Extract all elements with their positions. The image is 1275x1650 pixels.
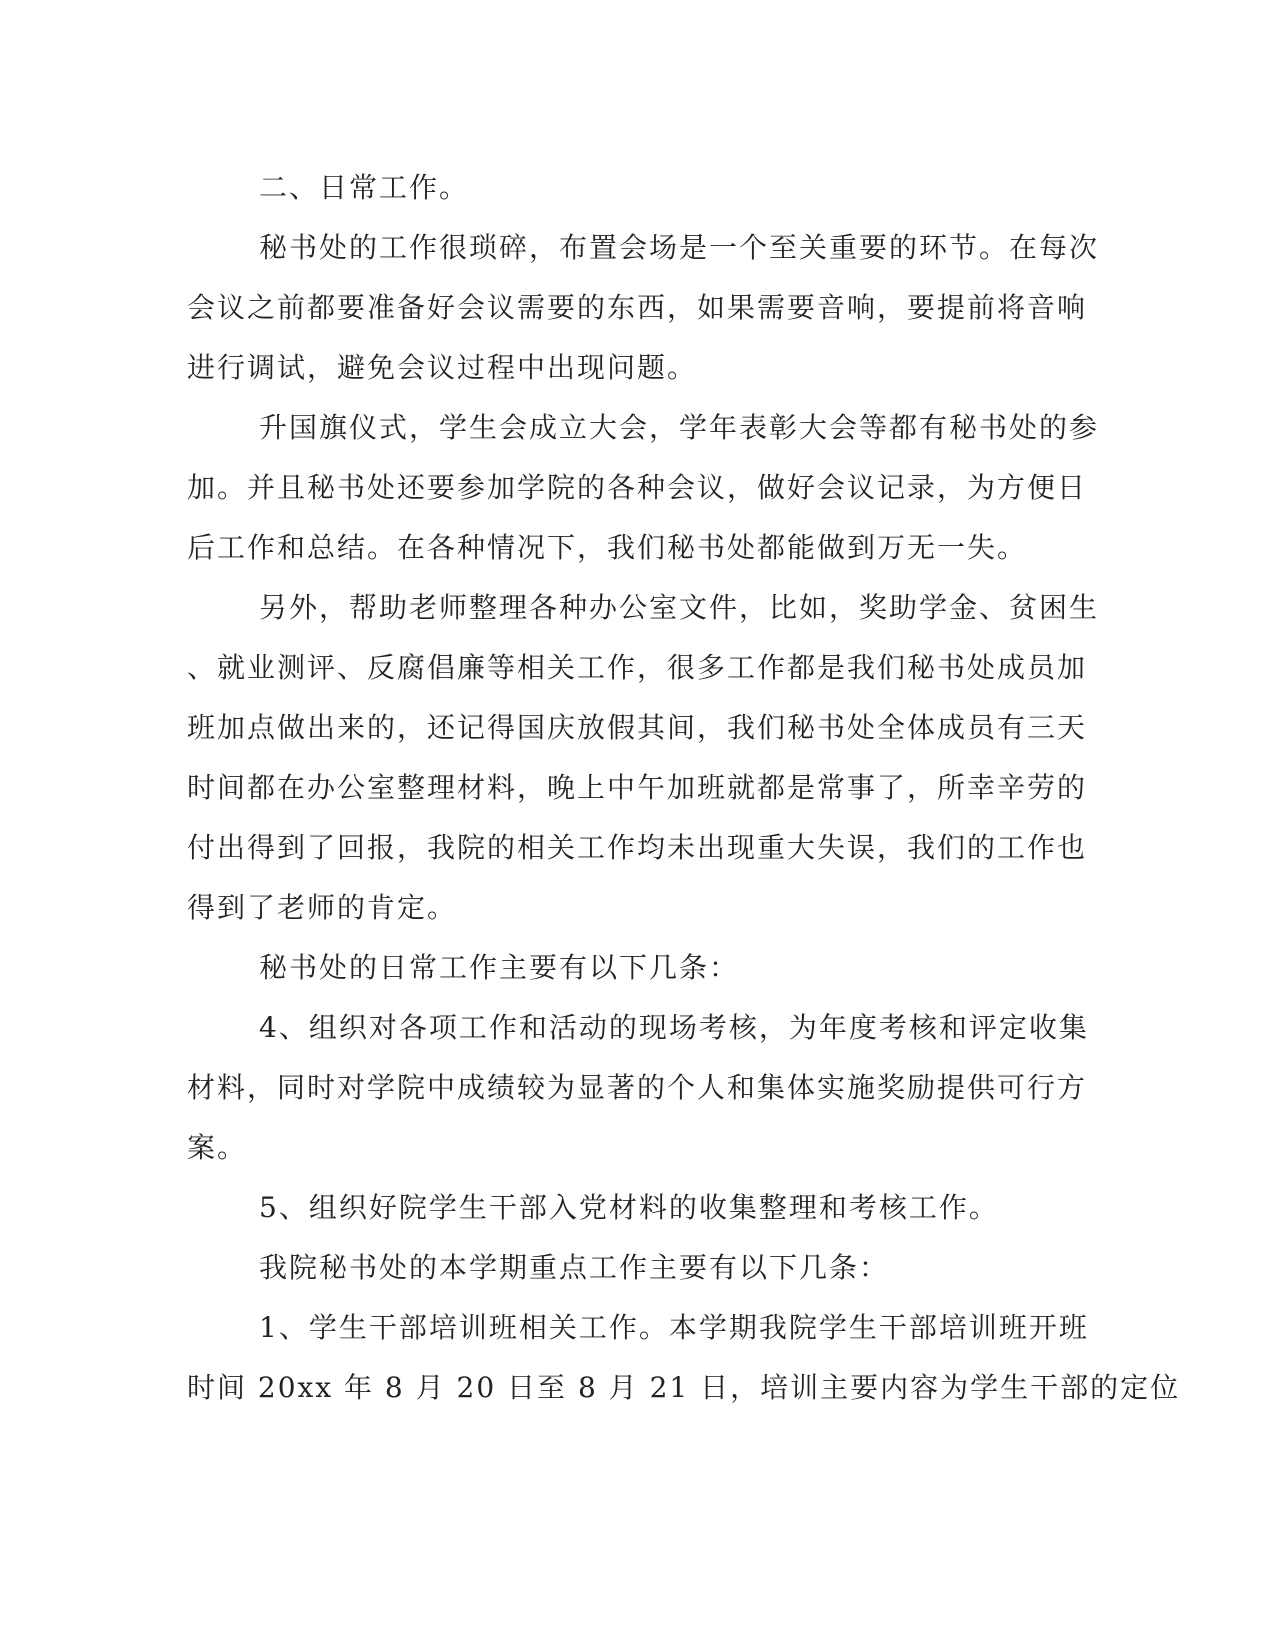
paragraph-line: 、就业测评、反腐倡廉等相关工作，很多工作都是我们秘书处成员加 [187, 651, 1088, 684]
document-body [187, 158, 1181, 1418]
paragraph-line: 后工作和总结。在各种情况下，我们秘书处都能做到万无一失。 [187, 531, 1028, 564]
paragraph-line: 另外，帮助老师整理各种办公室文件，比如，奖助学金、贫困生 [259, 591, 1100, 624]
paragraph-line: 加。并且秘书处还要参加学院的各种会议，做好会议记录，为方便日 [187, 471, 1088, 504]
paragraph-line: 进行调试，避免会议过程中出现问题。 [187, 351, 698, 384]
paragraph-line: 会议之前都要准备好会议需要的东西，如果需要音响，要提前将音响 [187, 291, 1088, 324]
list-item-line: 时间 20xx 年 8 月 20 日至 8 月 21 日，培训主要内容为学生干部的定位 [187, 1371, 1181, 1404]
paragraph-line: 付出得到了回报，我院的相关工作均未出现重大失误，我们的工作也 [187, 831, 1088, 864]
paragraph-line: 得到了老师的肯定。 [187, 891, 458, 924]
list-item-line: 4、组织对各项工作和活动的现场考核，为年度考核和评定收集 [259, 1011, 1089, 1044]
section-heading: 二、日常工作。 [259, 171, 470, 204]
paragraph-line: 升国旗仪式，学生会成立大会，学年表彰大会等都有秘书处的参 [259, 411, 1100, 444]
paragraph-line: 时间都在办公室整理材料，晚上中午加班就都是常事了，所幸辛劳的 [187, 771, 1088, 804]
paragraph-line: 秘书处的工作很琐碎，布置会场是一个至关重要的环节。在每次 [259, 231, 1100, 264]
list-item-line: 5、组织好院学生干部入党材料的收集整理和考核工作。 [259, 1191, 999, 1224]
list-item-line: 材料，同时对学院中成绩较为显著的个人和集体实施奖励提供可行方 [187, 1071, 1088, 1104]
list-item-line: 1、学生干部培训班相关工作。本学期我院学生干部培训班开班 [259, 1311, 1089, 1344]
list-item-line: 案。 [187, 1131, 248, 1164]
paragraph-line: 我院秘书处的本学期重点工作主要有以下几条： [259, 1251, 890, 1284]
paragraph-line: 班加点做出来的，还记得国庆放假其间，我们秘书处全体成员有三天 [187, 711, 1088, 744]
paragraph-line: 秘书处的日常工作主要有以下几条： [259, 951, 740, 984]
